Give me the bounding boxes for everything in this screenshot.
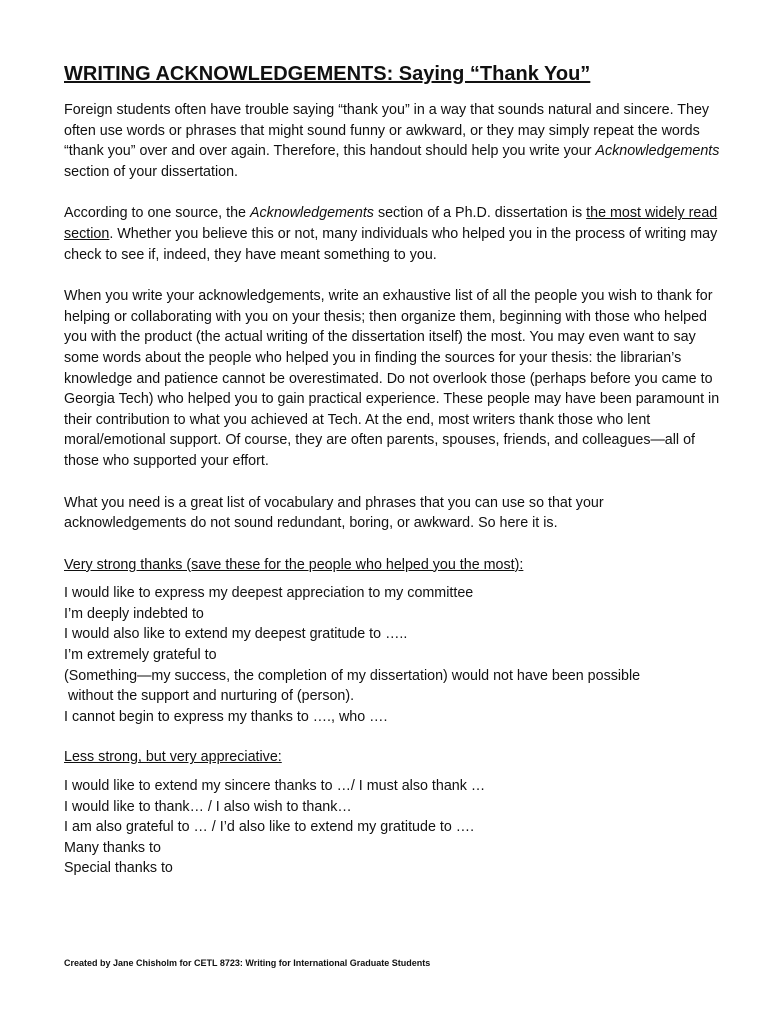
- list-item: I’m extremely grateful to: [64, 647, 217, 664]
- source-emphasis: Acknowledgements: [249, 205, 374, 222]
- intro-text-b: section of your dissertation.: [64, 163, 239, 180]
- less-strong-list: [64, 776, 724, 879]
- source-text-a: According to one source, the: [64, 205, 250, 222]
- intro-paragraph: [64, 100, 724, 182]
- list-item: Special thanks to: [64, 860, 173, 877]
- vocabulary-paragraph: What you need is a great list of vocabulary and phrases that you can use so that your acknowledgements do not sound redundant, boring, or awkward. So here it is.: [64, 494, 604, 532]
- page-title: WRITING ACKNOWLEDGEMENTS: Saying “Thank You”: [64, 63, 591, 85]
- very-strong-heading: Very strong thanks (save these for the people who helped you the most):: [64, 556, 524, 573]
- list-item: I would like to express my deepest appreciation to my committee: [64, 585, 474, 602]
- list-item: I would like to thank… / I also wish to thank…: [64, 798, 352, 815]
- source-paragraph: [64, 203, 724, 265]
- list-item: I am also grateful to … / I’d also like to extend my gratitude to ….: [64, 819, 475, 836]
- intro-text-a: Foreign students often have trouble saying “thank you” in a way that sounds natural and sincere. They often use words or phrases that might sound funny or awkward, or they may simply repeat the words “thank you” over and over again. Therefore, this handout should help you write your: [64, 102, 710, 160]
- list-item: I cannot begin to express my thanks to …., who ….: [64, 708, 388, 725]
- intro-emphasis: Acknowledgements: [595, 143, 720, 160]
- list-item: I’m deeply indebted to: [64, 605, 204, 622]
- list-item: I would like to extend my sincere thanks to …/ I must also thank …: [64, 778, 486, 795]
- list-item: I would also like to extend my deepest gratitude to …..: [64, 626, 408, 643]
- page-footer: Created by Jane Chisholm for CETL 8723: Writing for International Graduate Students: [64, 958, 431, 968]
- list-item: (Something—my success, the completion of my dissertation) would not have been possible: [64, 667, 641, 684]
- very-strong-list: [64, 583, 724, 727]
- document-page: [64, 62, 724, 899]
- less-strong-heading: Less strong, but very appreciative:: [64, 749, 282, 766]
- source-text-b: section of a Ph.D. dissertation is: [373, 205, 587, 222]
- source-text-c: . Whether you believe this or not, many individuals who helped you in the process of writing may check to see if, indeed, they have meant something to you.: [64, 225, 718, 263]
- list-item: without the support and nurturing of (person).: [68, 688, 355, 705]
- source-underline: the most widely read section: [64, 205, 718, 242]
- list-item: Many thanks to: [64, 839, 161, 856]
- organize-paragraph: When you write your acknowledgements, write an exhaustive list of all the people you wish to thank for helping or collaborating with you on your thesis; then organize them, beginning with those who helped you with the product (the actual writing of the dissertation itself) the most. You may even want to say some words about the people who helped you in finding the sources for your thesis: the librarian’s knowledge and patience cannot be overestimated. Do not overlook those (perhaps before you came to Georgia Tech) who helped you to gain practical experience. These people may have been paramount in their contribution to what you achieved at Tech. At the end, most writers thank those who lent moral/emotional support. Of course, they are often parents, spouses, friends, and colleagues—all of those who supported your effort.: [64, 288, 720, 469]
